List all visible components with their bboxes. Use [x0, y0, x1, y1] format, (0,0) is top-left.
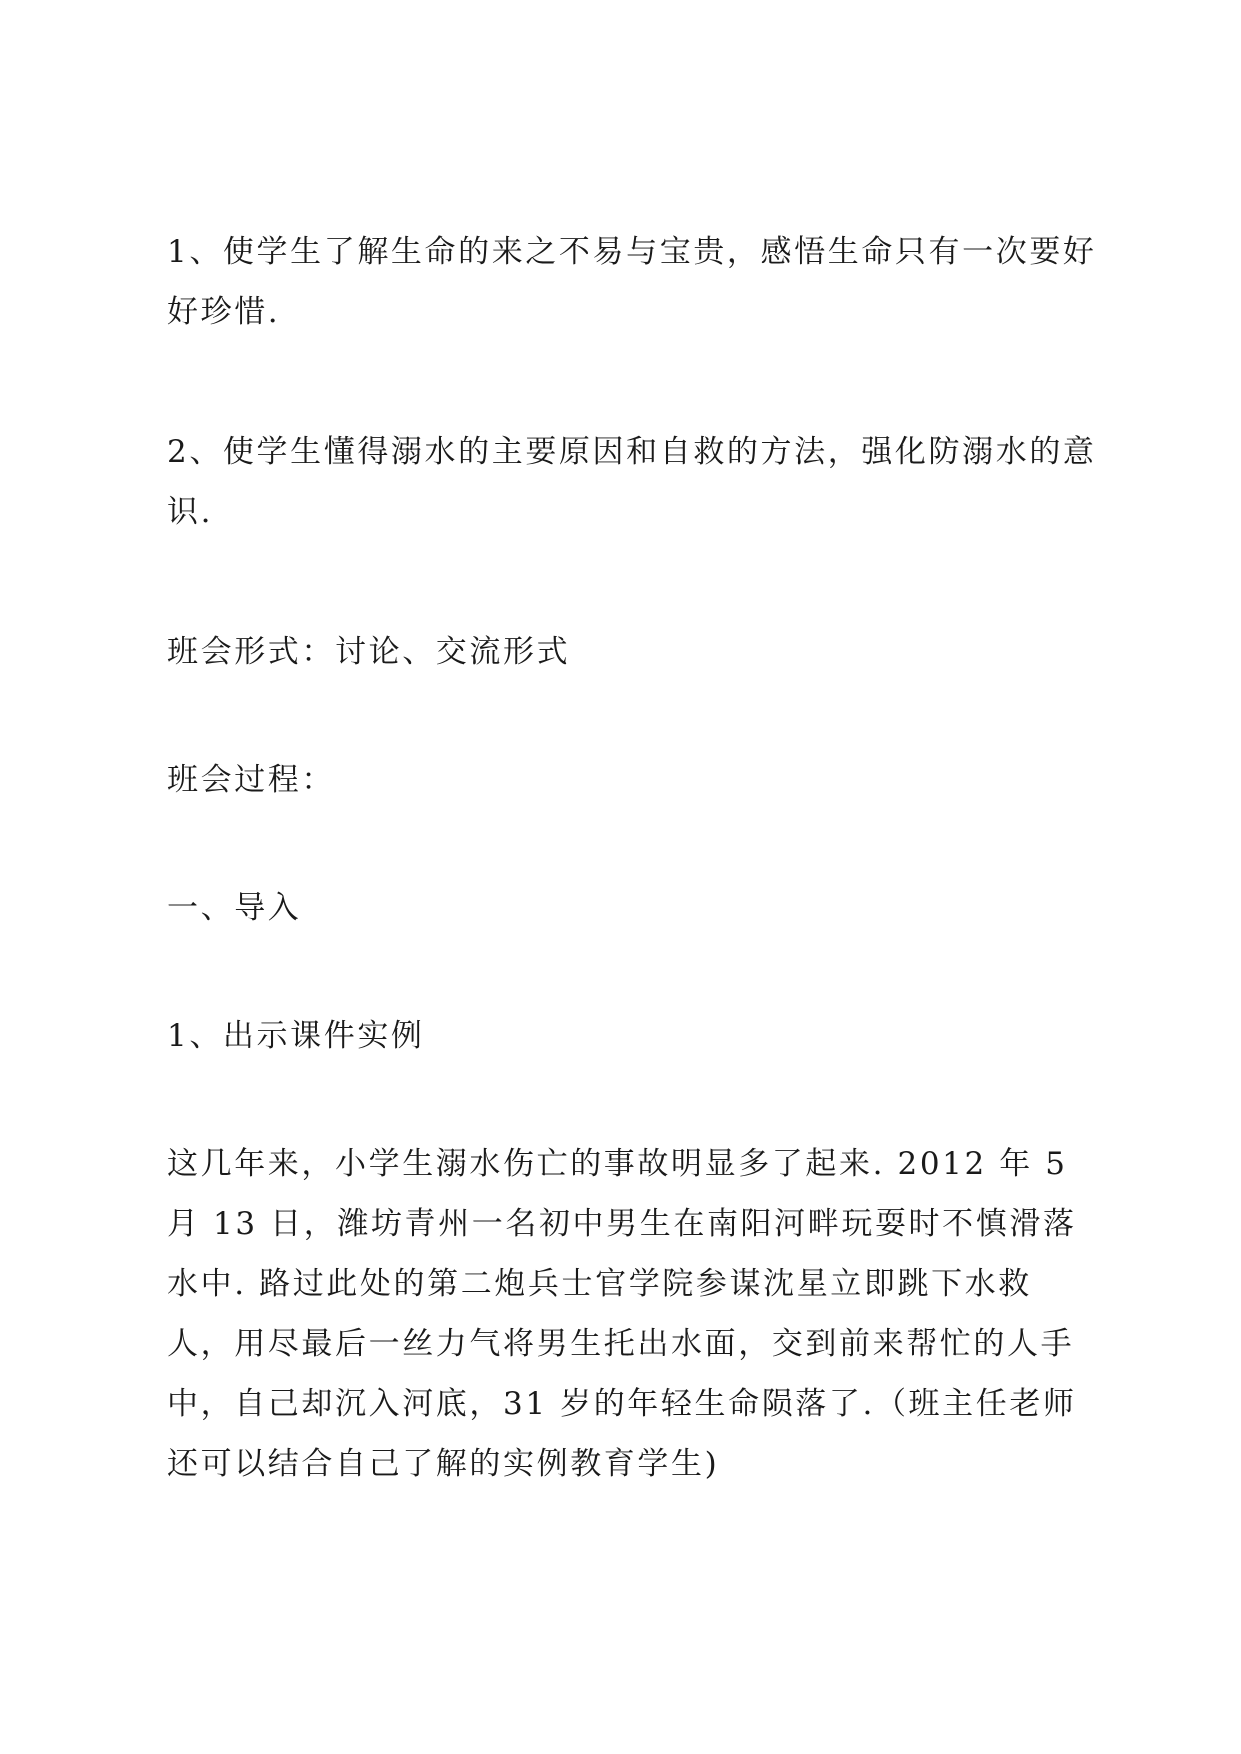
meeting-process-heading: 班会过程：: [167, 762, 335, 798]
subsection-heading-examples: 1、出示课件实例: [167, 1018, 425, 1054]
example-story-paragraph: 这几年来，小学生溺水伤亡的事故明显多了起来. 2012 年 5 月 13 日，潍坊青州一名初中男生在南阳河畔玩耍时不慎滑落水中. 路过此处的第二炮兵士官学院参谋沈星立即跳下水救人，用尽最后一丝力气将男生托出水面，交到前来帮忙的人手中，自己却沉入河底，31 岁的年轻生命陨落了.（班主任老师还可以结合自己了解的实例教育学生): [167, 1146, 1077, 1482]
goal-paragraph-1: 1、使学生了解生命的来之不易与宝贵，感悟生命只有一次要好好珍惜.: [167, 234, 1097, 330]
meeting-format-paragraph: 班会形式：讨论、交流形式: [167, 634, 571, 670]
goal-paragraph-2: 2、使学生懂得溺水的主要原因和自救的方法，强化防溺水的意识.: [167, 434, 1097, 530]
section-heading-introduction: 一、导入: [167, 890, 302, 926]
